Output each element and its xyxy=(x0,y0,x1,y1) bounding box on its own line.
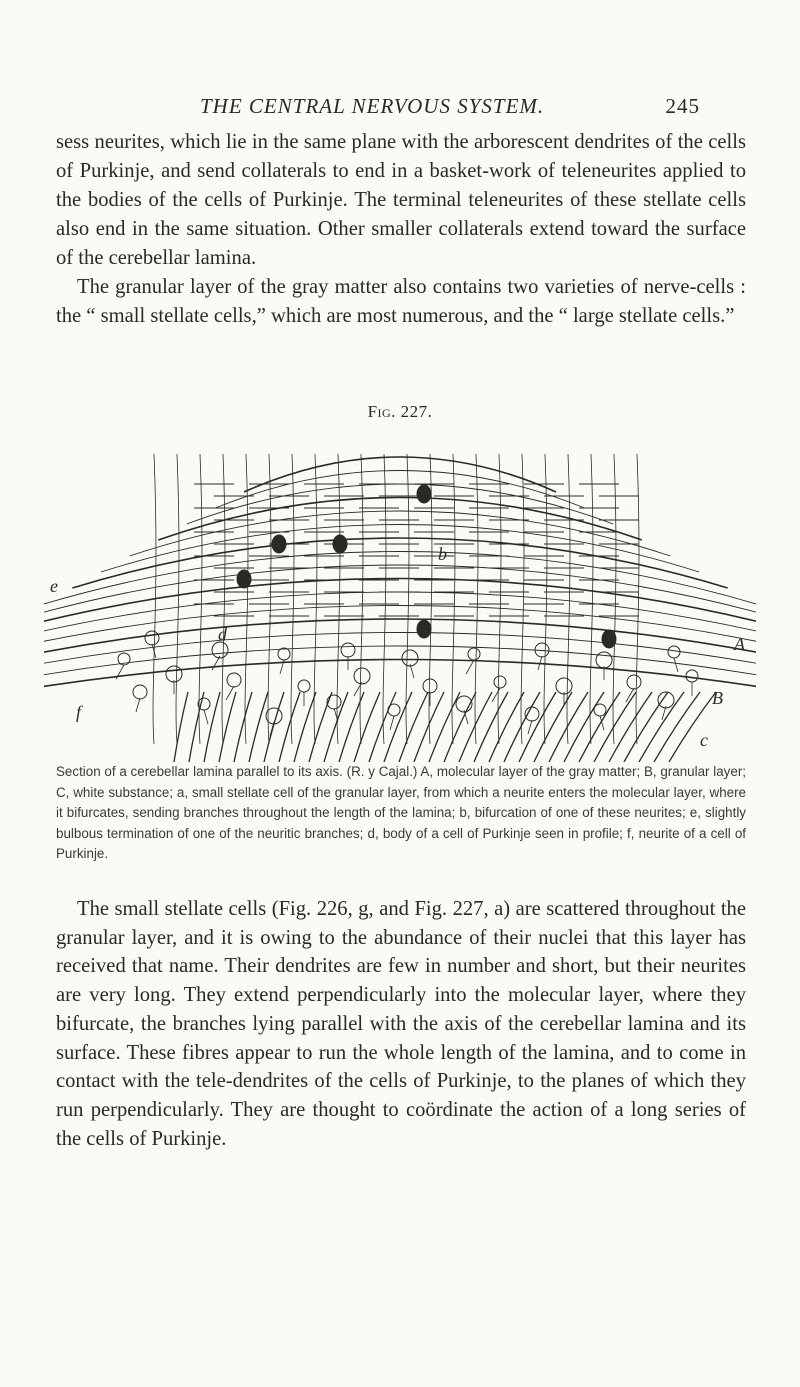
figure-label: Fig. 227. xyxy=(367,402,433,421)
paragraph-2 xyxy=(56,895,746,1153)
figure-letter-f: f xyxy=(76,702,82,722)
figure-letter-e: e xyxy=(50,576,58,596)
figure-caption: Section of a cerebellar lamina parallel to its axis. (R. y Cajal.) A, molecular layer of the gray matter; B, granular layer; C, white substance; a, small stellate cell of the granular layer, from which a neurite enters the molecular layer, where it bifurcates, sending branches throughout the length of the lamina; b, bifurcation of one of these neurites; e, slightly bulbous termination of one of the neuritic branches; d, body of a cell of Purkinje seen in profile; f, neurite of a cell of Purkinje. xyxy=(56,764,746,862)
fiber-drawing xyxy=(44,454,756,762)
figure-letter-d: d xyxy=(218,624,227,644)
figure-letter-A: A xyxy=(734,634,745,654)
running-header xyxy=(200,94,700,124)
paragraph-1-continuation: sess neurites, which lie in the same plane with the arborescent dendrites of the cells of Purkinje, and send collaterals to end in a basket-work of teleneurites applied to the bodies of the cells of Purkinje. The terminal teleneurites of these stellate cells also end in the same situation. Other smaller collaterals extend toward the surface of the cerebellar lamina. xyxy=(56,131,746,269)
paragraph-2-text: The small stellate cells (Fig. 226, g, and Fig. 227, a) are scattered throughout the granular layer, and it is owing to the abundance of their nuclei that this layer has received that name. Their dendrites are few in number and short, but their neurites are very long. They extend perpendicularly into the molecular layer, where they bifurcate, the branches lying parallel with the axis of the cerebellar lamina and its surface. These fibres appear to run the whole length of the lamina, and to come in contact with the tele-dendrites of the cells of Purkinje, to the planes of which they run perpendicularly. They are thought to coördinate the action of a long series of the cells of Purkinje. xyxy=(56,898,746,1150)
running-title: THE CENTRAL NERVOUS SYSTEM. xyxy=(200,94,545,118)
figure-letter-c: c xyxy=(700,730,708,750)
cerebellar-lamina-illustration xyxy=(44,424,756,762)
paragraph-1 xyxy=(56,128,746,331)
page-number: 245 xyxy=(665,94,700,118)
figure-letter-B: B xyxy=(712,688,723,708)
figure-letter-b: b xyxy=(438,544,447,564)
paragraph-1-granular-layer: The granular layer of the gray matter also contains two varieties of nerve-cells : the “ small stellate cells,” which are most numerous, and the “ large stellate cells.” xyxy=(56,276,746,327)
